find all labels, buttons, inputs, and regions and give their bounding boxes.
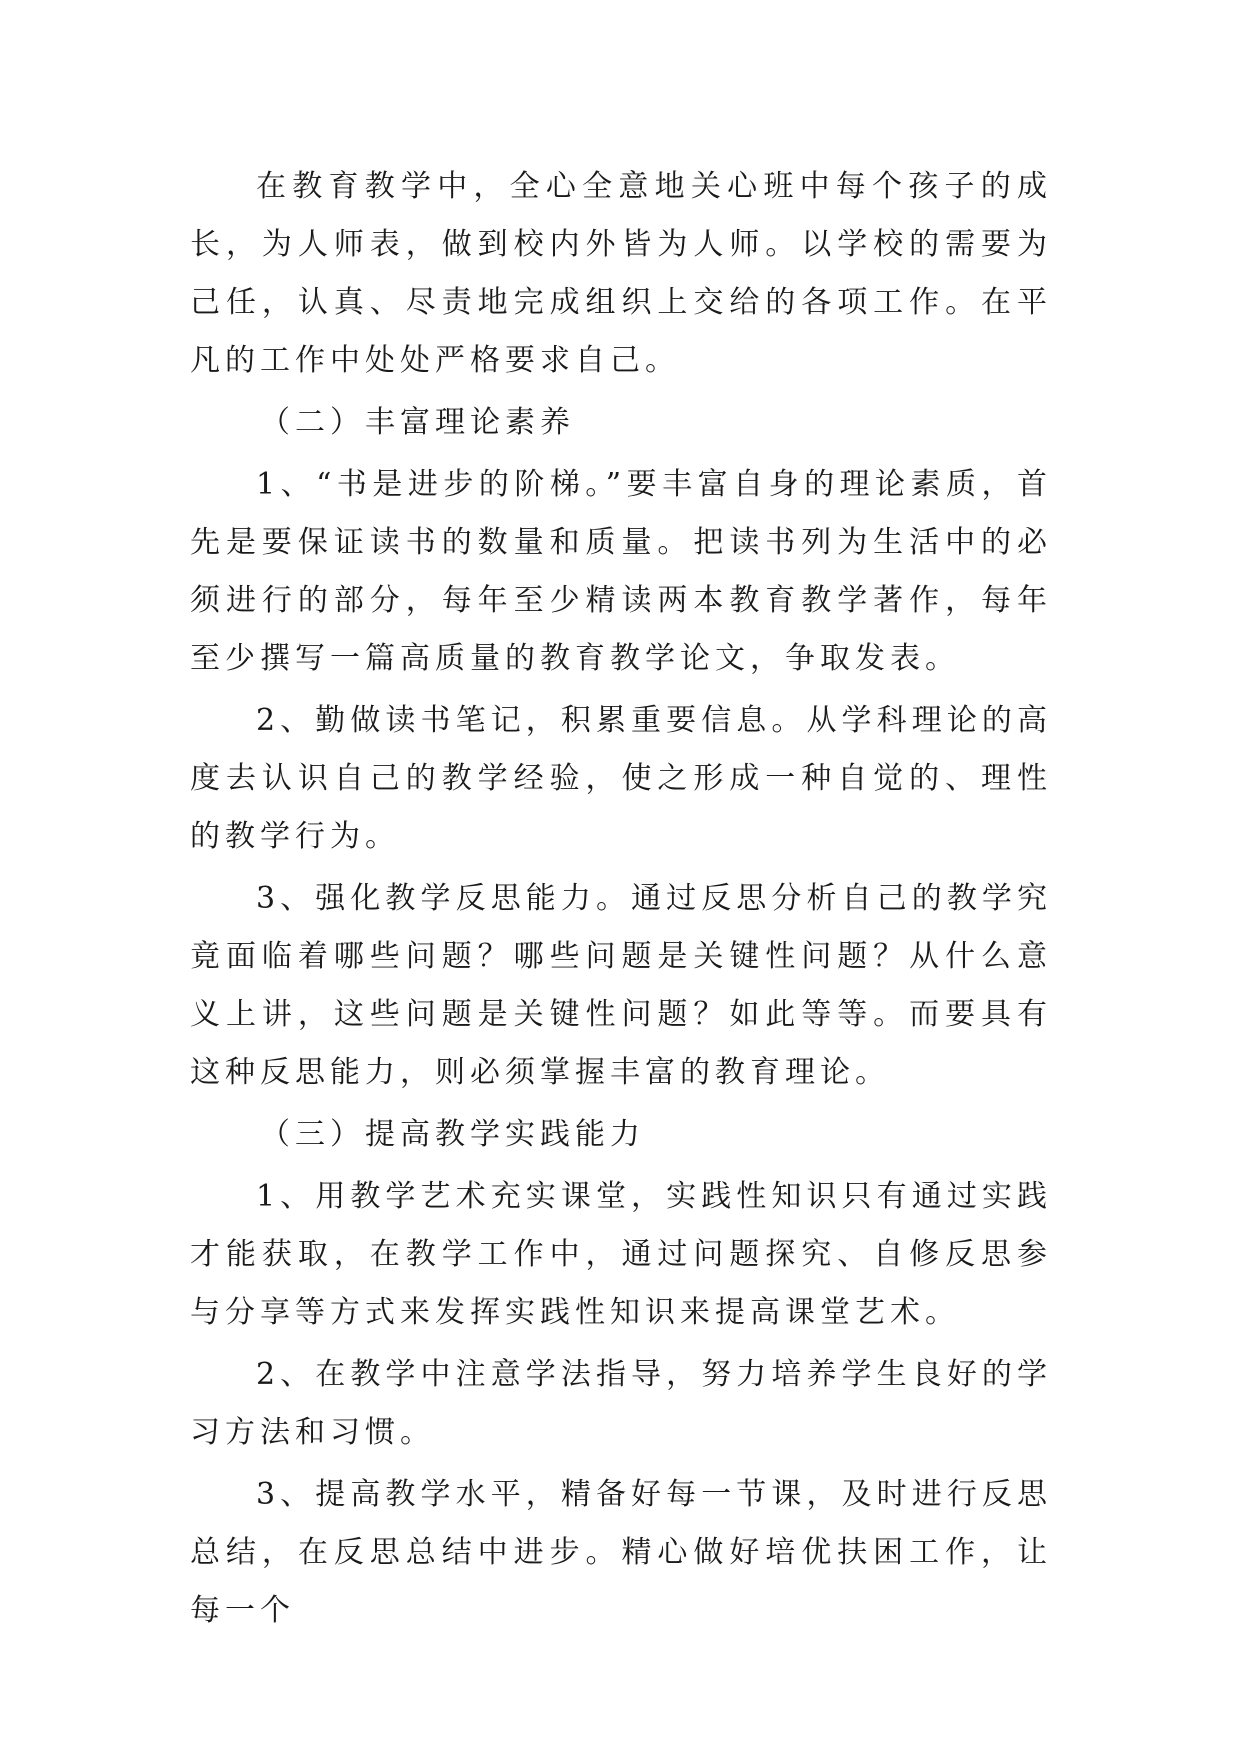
section-heading-practice: （三）提高教学实践能力 (260, 1117, 645, 1152)
paragraph-theory-1: 1、“书是进步的阶梯。”要丰富自身的理论素质，首先是要保证读书的数量和质量。把读书列为生活中的必须进行的部分，每年至少精读两本教育教学著作，每年至少撰写一篇高质量的教育教学论文，争取发表。 (190, 467, 1052, 676)
paragraph-intro: 在教育教学中，全心全意地关心班中每个孩子的成长，为人师表，做到校内外皆为人师。以学校的需要为己任，认真、尽责地完成组织上交给的各项工作。在平凡的工作中处处严格要求自己。 (190, 169, 1052, 378)
section-heading-theory: （二）丰富理论素养 (260, 405, 575, 440)
paragraph-practice-3: 3、提高教学水平，精备好每一节课，及时进行反思总结，在反思总结中进步。精心做好培优扶困工作，让每一个 (190, 1477, 1052, 1628)
paragraph-practice-1: 1、用教学艺术充实课堂，实践性知识只有通过实践才能获取，在教学工作中，通过问题探究、自修反思参与分享等方式来发挥实践性知识来提高课堂艺术。 (190, 1179, 1052, 1330)
paragraph-theory-3: 3、强化教学反思能力。通过反思分析自己的教学究竟面临着哪些问题？哪些问题是关键性问题？从什么意义上讲，这些问题是关键性问题？如此等等。而要具有这种反思能力，则必须掌握丰富的教育理论。 (190, 881, 1052, 1090)
paragraph-theory-2: 2、勤做读书笔记，积累重要信息。从学科理论的高度去认识自己的教学经验，使之形成一种自觉的、理性的教学行为。 (190, 703, 1052, 854)
document-body (190, 158, 1052, 1644)
paragraph-practice-2: 2、在教学中注意学法指导，努力培养学生良好的学习方法和习惯。 (190, 1357, 1052, 1450)
